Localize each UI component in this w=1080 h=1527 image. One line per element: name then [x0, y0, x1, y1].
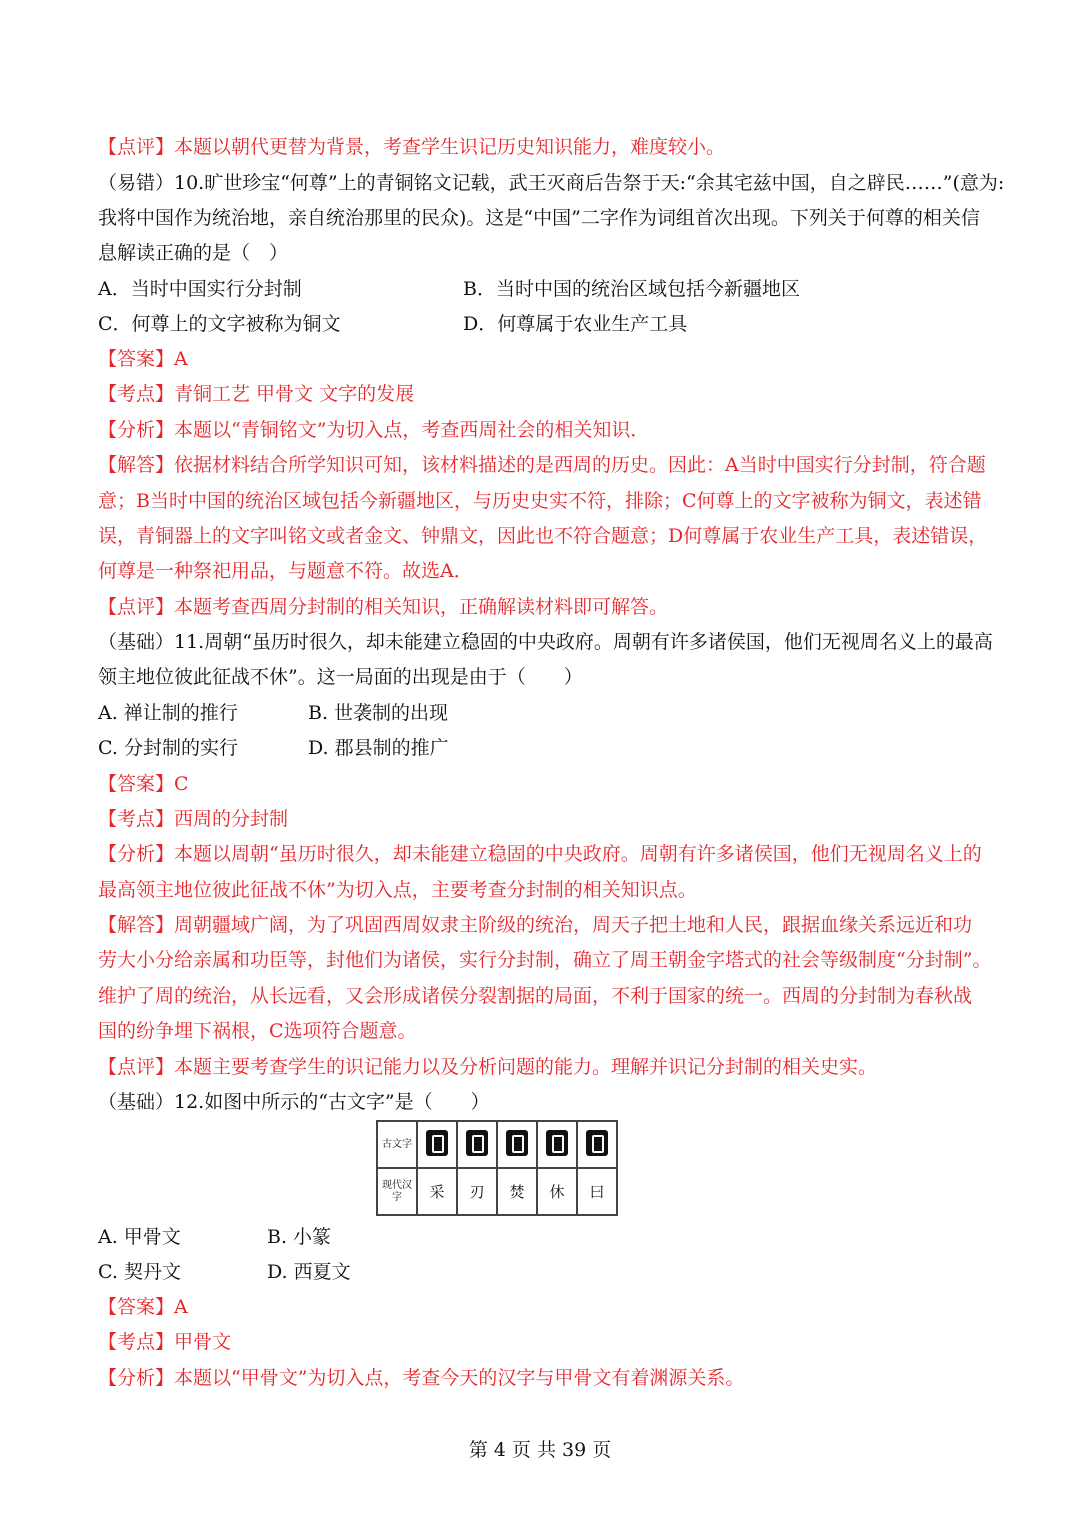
q10-answer: 【答案】A	[98, 348, 188, 370]
ancient-glyph-2	[457, 1121, 497, 1168]
q10-analysis: 【分析】本题以“青铜铭文”为切入点，考查西周社会的相关知识．	[98, 419, 650, 441]
modern-char-1: 采	[417, 1168, 457, 1215]
q11-stem-line-2: 领主地位彼此征战不休”。这一局面的出现是由于（ ）	[98, 666, 583, 688]
q11-option-a: A. 禅让制的推行	[98, 702, 238, 724]
ancient-glyph-1	[417, 1121, 457, 1168]
q10-option-d: D．何尊属于农业生产工具	[463, 313, 688, 335]
comment-q9: 【点评】本题以朝代更替为背景，考查学生识记历史知识能力，难度较小。	[98, 136, 726, 158]
q11-analysis-line-2: 最高领主地位彼此征战不休”为切入点，主要考查分封制的相关知识点。	[98, 879, 697, 901]
q12-option-d: D. 西夏文	[267, 1261, 351, 1283]
q10-options-row-1	[98, 272, 988, 307]
ancient-glyph-4	[537, 1121, 577, 1168]
q11-option-b: B. 世袭制的出现	[308, 702, 449, 724]
q12-options-row-2	[98, 1255, 988, 1290]
q10-option-b: B．当时中国的统治区域包括今新疆地区	[463, 278, 800, 300]
q11-solution-line-3: 维护了周的统治，从长远看，又会形成诸侯分裂割据的局面，不利于国家的统一。西周的分封制为春秋战	[98, 985, 973, 1007]
ancient-glyph-3	[497, 1121, 537, 1168]
q11-solution-line-4: 国的纷争埋下祸根，C选项符合题意。	[98, 1020, 417, 1042]
modern-char-3: 焚	[497, 1168, 537, 1215]
ancient-script-table	[376, 1120, 618, 1216]
q11-solution-line-1: 【解答】周朝疆域广阔，为了巩固西周奴隶主阶级的统治，周天子把土地和人民，跟据血缘关系远近和功	[98, 914, 973, 936]
q10-comment: 【点评】本题考查西周分封制的相关知识，正确解读材料即可解答。	[98, 596, 669, 618]
figure-header-ancient: 古文字	[377, 1121, 417, 1168]
q10-stem-line-2: 我将中国作为统治地，亲自统治那里的民众)。这是“中国”二字作为词组首次出现。下列关于何尊的相关信	[98, 207, 980, 229]
q10-options-row-2	[98, 307, 988, 342]
page-footer: 第 4 页 共 39 页	[468, 1439, 612, 1461]
oracle-glyph-icon	[586, 1130, 608, 1156]
oracle-glyph-icon	[546, 1130, 568, 1156]
modern-char-2: 刃	[457, 1168, 497, 1215]
q10-stem-line-3: 息解读正确的是（ ）	[98, 242, 289, 264]
q11-comment: 【点评】本题主要考查学生的识记能力以及分析问题的能力。理解并识记分封制的相关史实。	[98, 1056, 878, 1078]
q12-analysis: 【分析】本题以“甲骨文”为切入点，考查今天的汉字与甲骨文有着渊源关系。	[98, 1367, 745, 1389]
q12-option-b: B. 小篆	[267, 1226, 332, 1248]
q11-options-row-1	[98, 696, 988, 731]
q10-point: 【考点】青铜工艺 甲骨文 文字的发展	[98, 383, 415, 405]
q11-point: 【考点】西周的分封制	[98, 808, 289, 830]
q11-option-c: C. 分封制的实行	[98, 737, 238, 759]
q11-option-d: D. 郡县制的推广	[308, 737, 449, 759]
q11-options-row-2	[98, 731, 988, 766]
q11-analysis-line-1: 【分析】本题以周朝“虽历时很久，却未能建立稳固的中央政府。周朝有许多诸侯国，他们无视周名义上的	[98, 843, 982, 865]
q10-solution-line-4: 何尊是一种祭祀用品，与题意不符。故选A．	[98, 560, 473, 582]
q10-option-c: C．何尊上的文字被称为铜文	[98, 313, 341, 335]
q11-solution-line-2: 劳大小分给亲属和功臣等，封他们为诸侯，实行分封制，确立了周王朝金字塔式的社会等级制度“分封制”。	[98, 949, 992, 971]
q10-solution-line-1: 【解答】依据材料结合所学知识可知，该材料描述的是西周的历史。因此：A当时中国实行分封制，符合题	[98, 454, 986, 476]
oracle-glyph-icon	[506, 1130, 528, 1156]
q12-stem: （基础）12.如图中所示的“古文字”是（ ）	[98, 1091, 490, 1113]
q10-stem-line-1: （易错）10.旷世珍宝“何尊”上的青铜铭文记载，武王灭商后告祭于天:“余其宅兹中国，自之辟民……”(意为:	[98, 172, 1005, 194]
q12-option-a: A. 甲骨文	[98, 1226, 181, 1248]
modern-char-5: 曰	[577, 1168, 617, 1215]
q10-option-a: A．当时中国实行分封制	[98, 278, 302, 300]
q11-answer: 【答案】C	[98, 773, 189, 795]
figure-header-modern: 现代汉字	[377, 1168, 417, 1215]
q12-point: 【考点】甲骨文	[98, 1331, 232, 1353]
q10-solution-line-2: 意；B当时中国的统治区域包括今新疆地区，与历史史实不符，排除；C何尊上的文字被称为铜文，表述错	[98, 490, 982, 512]
oracle-glyph-icon	[426, 1130, 448, 1156]
ancient-glyph-5	[577, 1121, 617, 1168]
modern-char-4: 休	[537, 1168, 577, 1215]
q12-answer: 【答案】A	[98, 1296, 188, 1318]
q10-solution-line-3: 误，青铜器上的文字叫铭文或者金文、钟鼎文，因此也不符合题意；D何尊属于农业生产工具，表述错误，	[98, 525, 988, 547]
q11-stem-line-1: （基础）11.周朝“虽历时很久，却未能建立稳固的中央政府。周朝有许多诸侯国，他们无视周名义上的最高	[98, 631, 993, 653]
ancient-script-figure	[376, 1120, 618, 1214]
oracle-glyph-icon	[466, 1130, 488, 1156]
q12-option-c: C. 契丹文	[98, 1261, 181, 1283]
q12-options-row-1	[98, 1220, 988, 1255]
